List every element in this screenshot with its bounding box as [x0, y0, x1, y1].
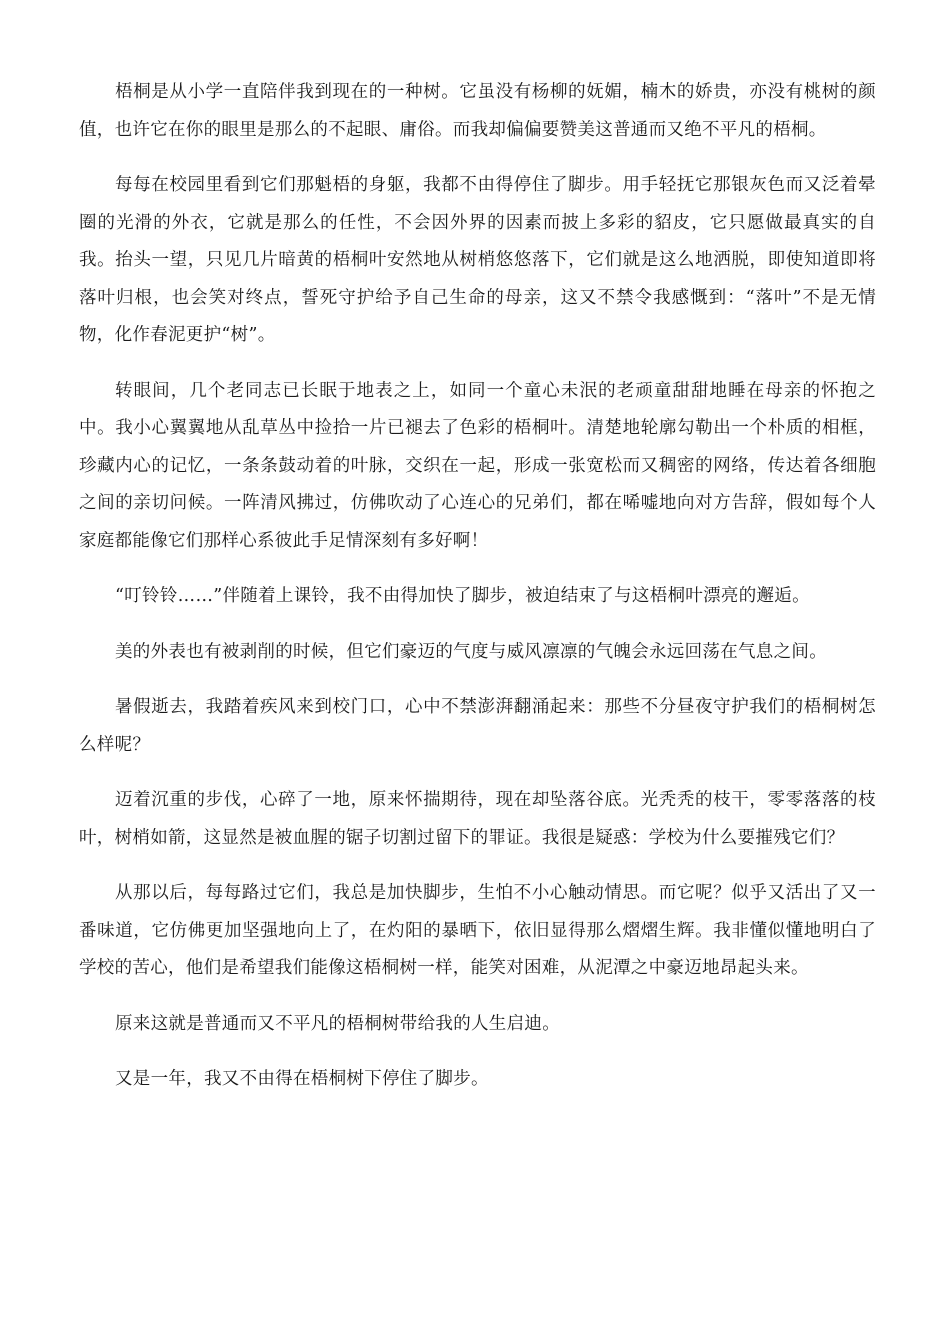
paragraph-4: “叮铃铃……”伴随着上课铃，我不由得加快了脚步，被迫结束了与这梧桐叶漂亮的邂逅。 — [115, 586, 810, 606]
paragraph-3: 转眼间，几个老同志已长眠于地表之上，如同一个童心未泯的老顽童甜甜地睡在母亲的怀抱之中。我小心翼翼地从乱草丛中捡拾一片已褪去了色彩的梧桐叶。清楚地轮廓勾勒出一个朴质的相框，珍藏内心的记忆，一条条鼓动着的叶脉，交织在一起，形成一张宽松而又稠密的网络，传达着各细胞之间的亲切问候。一阵清风拂过，仿佛吹动了心连心的兄弟们，都在唏嘘地向对方告辞，假如每个人家庭都能像它们那样心系彼此手足情深刻有多好啊！ — [79, 380, 876, 551]
paragraph-2: 每每在校园里看到它们那魁梧的身躯，我都不由得停住了脚步。用手轻抚它那银灰色而又泛着晕圈的光滑的外衣，它就是那么的任性，不会因外界的因素而披上多彩的貂皮，它只愿做最真实的自我。抬头一望，只见几片暗黄的梧桐叶安然地从树梢悠悠落下，它们就是这么地洒脱，即使知道即将落叶归根，也会笑对终点，誓死守护给予自己生命的母亲，这又不禁令我感慨到：“落叶”不是无情物，化作春泥更护“树”。 — [79, 175, 876, 345]
essay-body — [79, 74, 876, 1117]
paragraph-6: 暑假逝去，我踏着疾风来到校门口，心中不禁澎湃翻涌起来：那些不分昼夜守护我们的梧桐树怎么样呢？ — [79, 697, 876, 755]
paragraph-1: 梧桐是从小学一直陪伴我到现在的一种树。它虽没有杨柳的妩媚，楠木的娇贵，亦没有桃树的颜值，也许它在你的眼里是那么的不起眼、庸俗。而我却偏偏要赞美这普通而又绝不平凡的梧桐。 — [79, 82, 876, 140]
paragraph-7: 迈着沉重的步伐，心碎了一地，原来怀揣期待，现在却坠落谷底。光秃秃的枝干，零零落落的枝叶，树梢如箭，这显然是被血腥的锯子切割过留下的罪证。我很是疑惑：学校为什么要摧残它们？ — [79, 790, 876, 848]
paragraph-9: 原来这就是普通而又不平凡的梧桐树带给我的人生启迪。 — [115, 1013, 560, 1034]
paragraph-8: 从那以后，每每路过它们，我总是加快脚步，生怕不小心触动情思。而它呢？似乎又活出了又一番味道，它仿佛更加坚强地向上了，在灼阳的暴晒下，依旧显得那么熠熠生辉。我非懂似懂地明白了学校的苦心，他们是希望我们能像这梧桐树一样，能笑对困难，从泥潭之中豪迈地昂起头来。 — [79, 883, 876, 978]
paragraph-5: 美的外表也有被剥削的时候，但它们豪迈的气度与威风凛凛的气魄会永远回荡在气息之间。 — [115, 641, 827, 662]
paragraph-10: 又是一年，我又不由得在梧桐树下停住了脚步。 — [115, 1069, 489, 1089]
